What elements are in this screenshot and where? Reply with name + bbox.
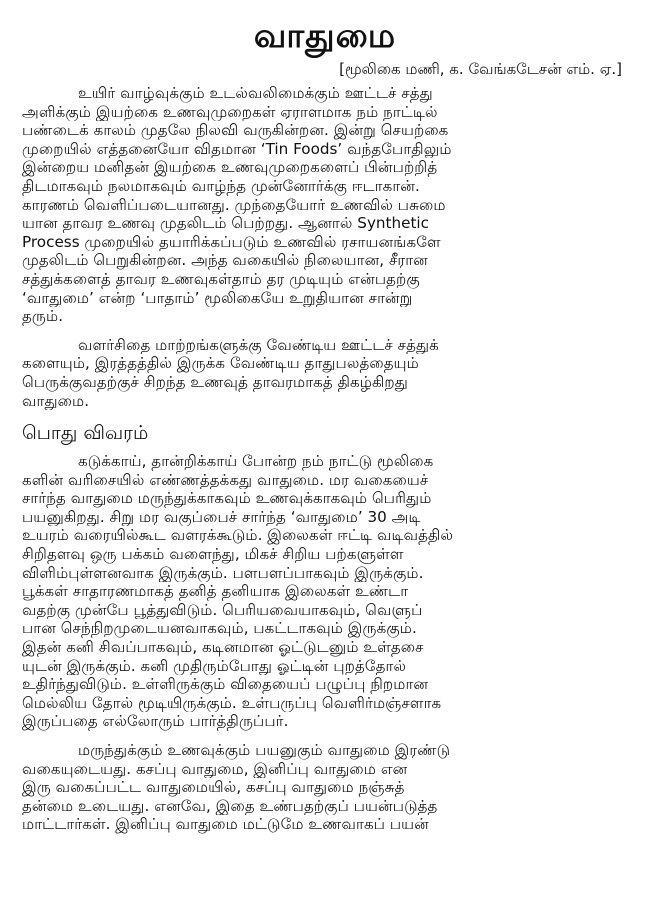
text-line: மெல்லிய தோல் மூடியிருக்கும். உள்பருப்பு வெளிர்மஞ்சளாக	[22, 693, 442, 712]
text-line: சத்துக்களைத் தாவர உணவுகள்தாம் தர முடியும் என்பதற்கு	[22, 269, 420, 288]
text-line: இன்றைய மனிதன் இயற்கை உணவுமுறைகளைப் பின்பற்றித்	[22, 158, 438, 177]
page-title: வாதுமை	[253, 16, 397, 56]
text-line: வாதுமை.	[22, 391, 90, 410]
text-line: வதற்கு முன்பே பூத்துவிடும். பெரியவையாகவும், வெளுப்	[22, 600, 423, 619]
text-line: சிறிதளவு ஒரு பக்கம் வளைந்து, மிகச் சிறிய பற்களுள்ள	[22, 545, 404, 564]
text-line: வகையுடையது. கசப்பு வாதுமை, இனிப்பு வாதுமை என	[22, 759, 408, 778]
text-line: பயனுகிறது. சிறு மர வகுப்பைச் சார்ந்த ‘வாதுமை’ 30 அடி	[22, 507, 421, 526]
text-line: மாட்டார்கள். இனிப்பு வாதுமை மட்டுமே உணவாகப் பயன்	[22, 815, 429, 834]
text-line: தரும்.	[22, 307, 64, 326]
text-line: உயரம் வரையில்கூட வளரக்கூடும். இலைகள் ஈட்டி வடிவத்தில்	[22, 526, 454, 545]
intro-section	[22, 84, 628, 410]
paragraph	[22, 452, 628, 731]
text-line: விளிம்புள்ளனவாக இருக்கும். பளபளப்பாகவும் இருக்கும்.	[22, 563, 424, 582]
text-line: வளர்சிதை மாற்றங்களுக்கு வேண்டிய ஊட்டச் சத்துக்	[78, 335, 439, 354]
text-line: இருப்பதை எல்லோரும் பார்த்திருப்பர்.	[22, 712, 289, 731]
text-line: காரணம் வெளிப்படையானது. முந்தையோர் உணவில் பசுமை	[22, 195, 446, 214]
text-line: சார்ந்த வாதுமை மருந்துக்காகவும் உணவுக்காகவும் பெரிதும்	[22, 489, 432, 508]
text-line: மருந்துக்கும் உணவுக்கும் பயனுகும் வாதுமை இரண்டு	[78, 741, 451, 759]
text-line: பான செந்நிறமுடையனவாகவும், பகட்டாகவும் இருக்கும்.	[22, 619, 417, 638]
text-line: களையும், இரத்தத்தில் இருக்க வேண்டிய தாதுபலத்தையும்	[22, 354, 419, 373]
text-line: ‘வாதுமை’ என்ற ‘பாதாம்’ மூலிகையே உறுதியான சான்று	[22, 288, 413, 307]
text-line: திடமாகவும் நலமாகவும் வாழ்ந்த முன்னோர்க்கு ஈடாகான்.	[22, 176, 420, 195]
text-line: இரு வகைப்பட்ட வாதுமையில், கசப்பு வாதுமை நஞ்சுத்	[22, 778, 405, 797]
general-details-section	[22, 452, 628, 834]
text-line: Process முறையில் தயாரிக்கப்படும் உணவில் ரசாயனங்களே	[22, 232, 441, 251]
paragraph	[22, 84, 628, 326]
text-line: முறையில் எத்தனையோ விதமான ‘Tin Foods’ வந்தபோதிலும்	[22, 139, 452, 158]
text-line: பண்டைக் காலம் முதலே நிலவி வருகின்றன. இன்று செயற்கை	[22, 121, 449, 140]
author-byline: [மூலிகை மணி, க. வேங்கடேசன் எம். ஏ.]	[339, 60, 622, 78]
text-line: அளிக்கும் இயற்கை உணவுமுறைகள் ஏராளமாக நம் நாட்டில்	[22, 102, 438, 121]
text-line: தன்மை உடையது. எனவே, இதை உண்பதற்குப் பயன்படுத்த	[22, 796, 438, 815]
section-heading: பொது விவரம்	[22, 422, 149, 445]
text-line: இதன் கனி சிவப்பாகவும், கடினமான ஓட்டுடனும் உள்தசை	[22, 638, 424, 657]
text-line: களின் வரிசையில் எண்ணத்தக்கது வாதுமை. மர வகையைச்	[22, 470, 429, 489]
text-line: யான தாவர உணவு முதலிடம் பெற்றது. ஆனால் Synthetic	[22, 214, 430, 233]
text-line: பெருக்குவதற்குச் சிறந்த உணவுத் தாவரமாகத் திகழ்கிறது	[22, 372, 408, 391]
text-line: பூக்கள் சாதாரணமாகத் தனித் தனியாக இலைகள் உண்டா	[22, 582, 409, 601]
text-line: முதலிடம் பெறுகின்றன. அந்த வகையில் நிலையான, சீரான	[22, 251, 428, 270]
text-line: யுடன் இருக்கும். கனி முதிரும்போது ஓட்டின் புறத்தோல்	[22, 656, 407, 675]
text-line: கடுக்காய், தான்றிக்காய் போன்ற நம் நாட்டு மூலிகை	[78, 452, 434, 471]
paragraph	[22, 741, 628, 834]
text-line: உதிர்ந்துவிடும். உள்ளிருக்கும் விதையைப் பழுப்பு நிறமான	[22, 675, 429, 694]
text-line: உயிர் வாழ்வுக்கும் உடல்வலிமைக்கும் ஊட்டச் சத்து	[78, 84, 433, 102]
paragraph	[22, 336, 628, 410]
